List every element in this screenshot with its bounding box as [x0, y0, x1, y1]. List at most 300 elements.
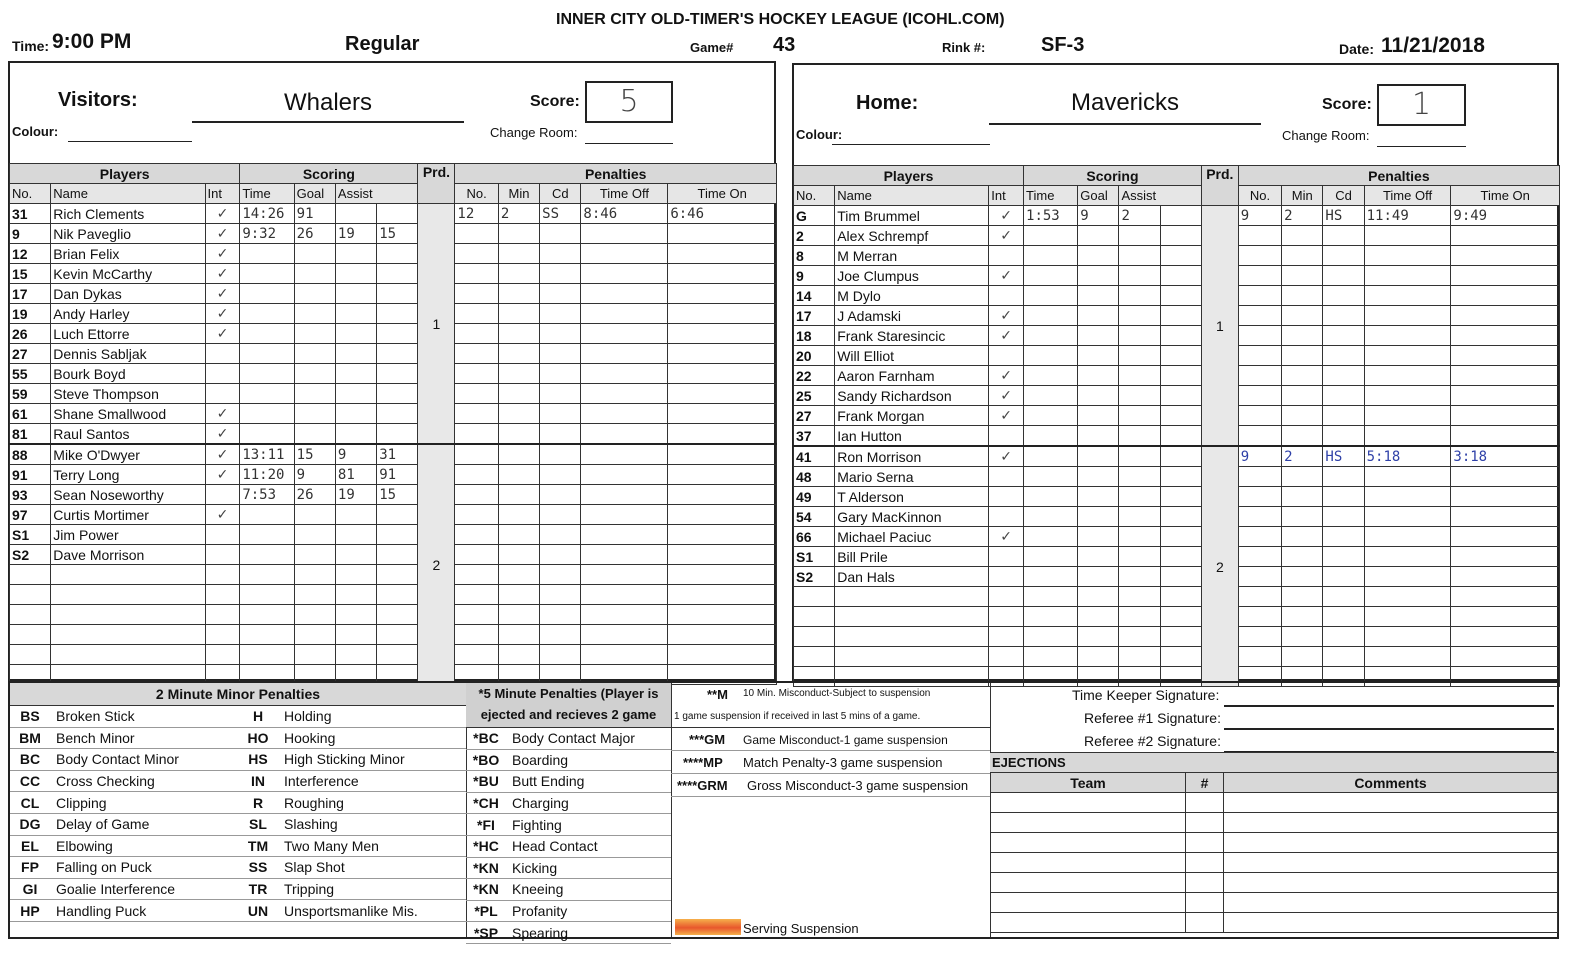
home-goal-time[interactable] [1024, 547, 1078, 567]
home-goal-time[interactable] [1024, 306, 1078, 326]
ejection-comments[interactable] [1224, 893, 1558, 913]
home-int-check[interactable] [989, 246, 1024, 266]
visitors-assist-2[interactable]: 15 [377, 224, 418, 244]
home-int-check[interactable]: ✓ [989, 366, 1024, 386]
visitors-penalty-time-off[interactable] [581, 264, 668, 284]
home-goal-scorer[interactable] [1078, 426, 1119, 447]
visitors-goal-scorer[interactable]: 26 [294, 485, 335, 505]
visitors-assist-1[interactable] [335, 565, 376, 585]
home-penalty-minutes[interactable] [1282, 326, 1323, 346]
home-penalty-player[interactable] [1238, 547, 1281, 567]
home-penalty-code[interactable] [1323, 386, 1364, 406]
visitors-player-number[interactable]: 91 [10, 465, 51, 485]
home-player-number[interactable] [794, 607, 835, 627]
home-player-number[interactable]: 2 [794, 226, 835, 246]
visitors-penalty-minutes[interactable] [498, 545, 539, 565]
home-penalty-time-on[interactable] [1451, 306, 1560, 326]
visitors-colour-line[interactable] [68, 141, 192, 142]
visitors-penalty-minutes[interactable] [498, 444, 539, 465]
visitors-int-check[interactable] [205, 344, 240, 364]
ejection-team[interactable] [991, 813, 1186, 833]
visitors-goal-time[interactable] [240, 645, 294, 665]
home-penalty-time-on[interactable] [1451, 286, 1560, 306]
visitors-penalty-minutes[interactable] [498, 284, 539, 304]
home-goal-time[interactable] [1024, 326, 1078, 346]
home-goal-time[interactable] [1024, 266, 1078, 286]
visitors-penalty-time-on[interactable] [668, 545, 777, 565]
home-int-check[interactable] [989, 426, 1024, 447]
visitors-goal-time[interactable] [240, 585, 294, 605]
visitors-assist-1[interactable] [335, 264, 376, 284]
visitors-penalty-time-on[interactable] [668, 485, 777, 505]
visitors-penalty-minutes[interactable] [498, 304, 539, 324]
visitors-player-name[interactable]: Dan Dykas [51, 284, 205, 304]
home-penalty-code[interactable] [1323, 266, 1364, 286]
visitors-assist-2[interactable]: 31 [377, 444, 418, 465]
home-penalty-code[interactable] [1323, 346, 1364, 366]
visitors-int-check[interactable] [205, 384, 240, 404]
home-goal-time[interactable] [1024, 346, 1078, 366]
visitors-assist-2[interactable] [377, 284, 418, 304]
home-player-name[interactable] [835, 647, 989, 667]
home-player-number[interactable]: 25 [794, 386, 835, 406]
visitors-int-check[interactable]: ✓ [205, 244, 240, 264]
visitors-goal-time[interactable] [240, 605, 294, 625]
visitors-goal-scorer[interactable] [294, 284, 335, 304]
visitors-int-check[interactable]: ✓ [205, 204, 240, 224]
home-goal-scorer[interactable] [1078, 306, 1119, 326]
visitors-penalty-code[interactable] [540, 244, 581, 264]
visitors-goal-time[interactable] [240, 284, 294, 304]
visitors-goal-scorer[interactable] [294, 344, 335, 364]
timekeeper-signature-line[interactable] [1224, 705, 1554, 707]
visitors-int-check[interactable] [205, 605, 240, 625]
visitors-penalty-minutes[interactable] [498, 585, 539, 605]
home-change-room-line[interactable] [1377, 146, 1466, 147]
home-int-check[interactable] [989, 487, 1024, 507]
home-goal-scorer[interactable] [1078, 507, 1119, 527]
visitors-assist-2[interactable] [377, 364, 418, 384]
visitors-int-check[interactable]: ✓ [205, 284, 240, 304]
visitors-penalty-minutes[interactable] [498, 404, 539, 424]
home-int-check[interactable] [989, 467, 1024, 487]
visitors-player-number[interactable]: 31 [10, 204, 51, 224]
visitors-penalty-minutes[interactable] [498, 344, 539, 364]
home-penalty-player[interactable] [1238, 306, 1281, 326]
visitors-goal-scorer[interactable] [294, 424, 335, 445]
home-penalty-player[interactable] [1238, 607, 1281, 627]
home-goal-time[interactable] [1024, 647, 1078, 667]
visitors-goal-time[interactable] [240, 304, 294, 324]
visitors-goal-scorer[interactable] [294, 565, 335, 585]
home-penalty-time-on[interactable] [1451, 607, 1560, 627]
visitors-penalty-player[interactable] [455, 384, 498, 404]
visitors-penalty-time-off[interactable] [581, 344, 668, 364]
visitors-assist-1[interactable] [335, 204, 376, 224]
visitors-assist-1[interactable] [335, 364, 376, 384]
visitors-goal-time[interactable] [240, 565, 294, 585]
home-goal-scorer[interactable] [1078, 587, 1119, 607]
visitors-goal-scorer[interactable]: 15 [294, 444, 335, 465]
home-goal-scorer[interactable] [1078, 446, 1119, 467]
home-goal-time[interactable] [1024, 366, 1078, 386]
home-goal-time[interactable] [1024, 286, 1078, 306]
visitors-penalty-time-on[interactable] [668, 465, 777, 485]
home-player-number[interactable]: 9 [794, 266, 835, 286]
home-player-name[interactable]: Frank Morgan [835, 406, 989, 426]
visitors-assist-1[interactable]: 9 [335, 444, 376, 465]
visitors-goal-time[interactable]: 7:53 [240, 485, 294, 505]
home-score[interactable]: 1 [1377, 84, 1466, 126]
visitors-assist-2[interactable]: 15 [377, 485, 418, 505]
home-penalty-code[interactable] [1323, 627, 1364, 647]
visitors-penalty-time-off[interactable] [581, 224, 668, 244]
visitors-penalty-player[interactable] [455, 324, 498, 344]
visitors-penalty-code[interactable] [540, 485, 581, 505]
visitors-goal-time[interactable] [240, 545, 294, 565]
home-goal-time[interactable] [1024, 467, 1078, 487]
visitors-penalty-time-on[interactable] [668, 625, 777, 645]
visitors-player-name[interactable] [51, 585, 205, 605]
visitors-assist-1[interactable] [335, 545, 376, 565]
visitors-penalty-player[interactable] [455, 485, 498, 505]
home-player-name[interactable]: Joe Clumpus [835, 266, 989, 286]
home-assist-2[interactable] [1160, 627, 1201, 647]
home-penalty-code[interactable]: HS [1323, 446, 1364, 467]
visitors-player-name[interactable]: Dave Morrison [51, 545, 205, 565]
home-penalty-time-off[interactable] [1364, 527, 1451, 547]
visitors-goal-time[interactable] [240, 324, 294, 344]
home-assist-2[interactable] [1160, 426, 1201, 447]
home-assist-2[interactable] [1160, 647, 1201, 667]
visitors-penalty-time-off[interactable] [581, 324, 668, 344]
visitors-penalty-player[interactable] [455, 364, 498, 384]
visitors-player-number[interactable]: S2 [10, 545, 51, 565]
visitors-assist-2[interactable] [377, 625, 418, 645]
visitors-int-check[interactable] [205, 565, 240, 585]
home-player-number[interactable]: 41 [794, 446, 835, 467]
home-assist-1[interactable] [1119, 386, 1160, 406]
visitors-penalty-minutes[interactable] [498, 224, 539, 244]
home-goal-scorer[interactable] [1078, 527, 1119, 547]
home-assist-2[interactable] [1160, 326, 1201, 346]
home-assist-1[interactable] [1119, 507, 1160, 527]
home-penalty-code[interactable] [1323, 587, 1364, 607]
visitors-penalty-time-off[interactable] [581, 625, 668, 645]
home-player-number[interactable]: G [794, 206, 835, 226]
home-penalty-minutes[interactable] [1282, 527, 1323, 547]
home-penalty-code[interactable] [1323, 567, 1364, 587]
ejection-number[interactable] [1186, 833, 1224, 853]
home-int-check[interactable]: ✓ [989, 527, 1024, 547]
visitors-goal-time[interactable] [240, 384, 294, 404]
home-penalty-code[interactable] [1323, 286, 1364, 306]
home-penalty-player[interactable] [1238, 567, 1281, 587]
home-penalty-minutes[interactable] [1282, 487, 1323, 507]
home-goal-scorer[interactable] [1078, 326, 1119, 346]
home-penalty-time-off[interactable] [1364, 467, 1451, 487]
visitors-assist-2[interactable] [377, 605, 418, 625]
home-penalty-time-on[interactable] [1451, 346, 1560, 366]
home-assist-1[interactable] [1119, 326, 1160, 346]
home-goal-scorer[interactable] [1078, 607, 1119, 627]
home-penalty-time-off[interactable] [1364, 567, 1451, 587]
visitors-penalty-player[interactable] [455, 424, 498, 445]
home-goal-scorer[interactable] [1078, 647, 1119, 667]
visitors-penalty-time-on[interactable]: 6:46 [668, 204, 777, 224]
home-penalty-player[interactable]: 9 [1238, 206, 1281, 226]
visitors-penalty-minutes[interactable] [498, 384, 539, 404]
home-penalty-minutes[interactable] [1282, 246, 1323, 266]
visitors-player-number[interactable] [10, 645, 51, 665]
home-penalty-player[interactable] [1238, 346, 1281, 366]
home-goal-time[interactable] [1024, 627, 1078, 647]
home-penalty-time-off[interactable]: 5:18 [1364, 446, 1451, 467]
home-penalty-time-off[interactable] [1364, 326, 1451, 346]
home-assist-1[interactable] [1119, 547, 1160, 567]
home-assist-1[interactable] [1119, 587, 1160, 607]
visitors-player-number[interactable] [10, 585, 51, 605]
home-penalty-time-off[interactable] [1364, 406, 1451, 426]
visitors-player-name[interactable]: Kevin McCarthy [51, 264, 205, 284]
visitors-player-number[interactable]: 88 [10, 444, 51, 465]
home-penalty-time-on[interactable] [1451, 627, 1560, 647]
visitors-goal-scorer[interactable]: 26 [294, 224, 335, 244]
visitors-goal-scorer[interactable] [294, 324, 335, 344]
ejection-comments[interactable] [1224, 913, 1558, 933]
visitors-assist-1[interactable] [335, 585, 376, 605]
visitors-goal-scorer[interactable] [294, 264, 335, 284]
visitors-penalty-time-on[interactable] [668, 364, 777, 384]
visitors-assist-2[interactable] [377, 645, 418, 665]
home-penalty-minutes[interactable] [1282, 346, 1323, 366]
visitors-penalty-player[interactable] [455, 605, 498, 625]
home-penalty-time-off[interactable] [1364, 547, 1451, 567]
home-penalty-code[interactable] [1323, 527, 1364, 547]
visitors-player-name[interactable]: Andy Harley [51, 304, 205, 324]
visitors-penalty-code[interactable] [540, 384, 581, 404]
ejection-comments[interactable] [1224, 833, 1558, 853]
home-penalty-player[interactable] [1238, 647, 1281, 667]
visitors-assist-1[interactable] [335, 304, 376, 324]
visitors-goal-scorer[interactable] [294, 304, 335, 324]
home-penalty-time-on[interactable] [1451, 527, 1560, 547]
visitors-int-check[interactable] [205, 364, 240, 384]
visitors-penalty-minutes[interactable] [498, 565, 539, 585]
home-penalty-minutes[interactable] [1282, 567, 1323, 587]
visitors-player-name[interactable]: Jim Power [51, 525, 205, 545]
home-player-number[interactable]: 54 [794, 507, 835, 527]
home-int-check[interactable] [989, 607, 1024, 627]
visitors-penalty-code[interactable] [540, 264, 581, 284]
visitors-penalty-time-off[interactable] [581, 485, 668, 505]
home-player-number[interactable]: 48 [794, 467, 835, 487]
home-penalty-time-on[interactable] [1451, 467, 1560, 487]
visitors-player-number[interactable] [10, 565, 51, 585]
home-penalty-minutes[interactable] [1282, 627, 1323, 647]
home-goal-scorer[interactable] [1078, 487, 1119, 507]
home-penalty-time-on[interactable]: 9:49 [1451, 206, 1560, 226]
home-penalty-time-on[interactable] [1451, 426, 1560, 447]
home-penalty-minutes[interactable] [1282, 306, 1323, 326]
visitors-penalty-time-off[interactable] [581, 605, 668, 625]
home-int-check[interactable] [989, 507, 1024, 527]
home-penalty-time-off[interactable] [1364, 627, 1451, 647]
home-penalty-minutes[interactable] [1282, 286, 1323, 306]
visitors-player-number[interactable]: 17 [10, 284, 51, 304]
visitors-player-number[interactable]: 15 [10, 264, 51, 284]
home-player-number[interactable] [794, 627, 835, 647]
visitors-player-number[interactable]: 9 [10, 224, 51, 244]
home-penalty-time-off[interactable] [1364, 286, 1451, 306]
visitors-goal-scorer[interactable] [294, 384, 335, 404]
home-penalty-minutes[interactable] [1282, 366, 1323, 386]
visitors-penalty-player[interactable] [455, 625, 498, 645]
home-penalty-time-on[interactable] [1451, 406, 1560, 426]
home-team-name[interactable]: Mavericks [989, 89, 1261, 125]
home-player-name[interactable] [835, 627, 989, 647]
home-penalty-player[interactable]: 9 [1238, 446, 1281, 467]
visitors-goal-scorer[interactable] [294, 525, 335, 545]
home-penalty-time-on[interactable] [1451, 507, 1560, 527]
visitors-penalty-player[interactable] [455, 284, 498, 304]
home-goal-time[interactable] [1024, 406, 1078, 426]
visitors-player-name[interactable]: Terry Long [51, 465, 205, 485]
visitors-penalty-time-on[interactable] [668, 605, 777, 625]
visitors-goal-time[interactable] [240, 424, 294, 445]
home-goal-scorer[interactable] [1078, 246, 1119, 266]
visitors-int-check[interactable]: ✓ [205, 505, 240, 525]
visitors-penalty-code[interactable] [540, 444, 581, 465]
visitors-penalty-code[interactable] [540, 585, 581, 605]
home-goal-scorer[interactable] [1078, 467, 1119, 487]
visitors-goal-time[interactable] [240, 525, 294, 545]
visitors-penalty-time-on[interactable] [668, 284, 777, 304]
visitors-int-check[interactable]: ✓ [205, 264, 240, 284]
home-int-check[interactable] [989, 286, 1024, 306]
home-penalty-time-off[interactable] [1364, 386, 1451, 406]
home-goal-scorer[interactable] [1078, 266, 1119, 286]
home-assist-2[interactable] [1160, 527, 1201, 547]
home-player-name[interactable]: Frank Staresincic [835, 326, 989, 346]
visitors-assist-1[interactable] [335, 344, 376, 364]
visitors-penalty-time-off[interactable] [581, 505, 668, 525]
visitors-goal-time[interactable]: 14:26 [240, 204, 294, 224]
visitors-penalty-code[interactable] [540, 284, 581, 304]
home-penalty-time-on[interactable] [1451, 567, 1560, 587]
home-penalty-time-on[interactable]: 3:18 [1451, 446, 1560, 467]
visitors-int-check[interactable]: ✓ [205, 324, 240, 344]
visitors-assist-1[interactable] [335, 384, 376, 404]
home-penalty-minutes[interactable] [1282, 587, 1323, 607]
visitors-player-number[interactable]: 59 [10, 384, 51, 404]
visitors-penalty-time-on[interactable] [668, 645, 777, 665]
visitors-penalty-time-off[interactable] [581, 465, 668, 485]
home-player-name[interactable]: Aaron Farnham [835, 366, 989, 386]
home-assist-1[interactable] [1119, 487, 1160, 507]
visitors-player-name[interactable]: Curtis Mortimer [51, 505, 205, 525]
visitors-goal-scorer[interactable] [294, 585, 335, 605]
home-goal-scorer[interactable] [1078, 627, 1119, 647]
visitors-score[interactable]: 5 [585, 81, 673, 123]
home-assist-2[interactable] [1160, 507, 1201, 527]
visitors-int-check[interactable]: ✓ [205, 404, 240, 424]
home-penalty-time-off[interactable] [1364, 366, 1451, 386]
home-player-number[interactable]: 8 [794, 246, 835, 266]
visitors-player-number[interactable]: 97 [10, 505, 51, 525]
referee1-signature-line[interactable] [1224, 728, 1554, 730]
visitors-player-number[interactable]: 55 [10, 364, 51, 384]
visitors-goal-time[interactable] [240, 364, 294, 384]
home-goal-time[interactable] [1024, 527, 1078, 547]
home-penalty-player[interactable] [1238, 507, 1281, 527]
home-penalty-player[interactable] [1238, 326, 1281, 346]
home-player-number[interactable]: 66 [794, 527, 835, 547]
visitors-penalty-player[interactable] [455, 585, 498, 605]
home-penalty-time-on[interactable] [1451, 366, 1560, 386]
home-player-name[interactable]: Dan Hals [835, 567, 989, 587]
visitors-goal-scorer[interactable] [294, 244, 335, 264]
home-player-name[interactable]: J Adamski [835, 306, 989, 326]
home-penalty-minutes[interactable] [1282, 266, 1323, 286]
home-assist-1[interactable] [1119, 647, 1160, 667]
home-penalty-code[interactable] [1323, 426, 1364, 447]
visitors-player-number[interactable]: 81 [10, 424, 51, 445]
home-player-number[interactable]: 20 [794, 346, 835, 366]
visitors-player-name[interactable]: Brian Felix [51, 244, 205, 264]
home-penalty-minutes[interactable]: 2 [1282, 206, 1323, 226]
visitors-penalty-code[interactable] [540, 565, 581, 585]
home-assist-2[interactable] [1160, 567, 1201, 587]
visitors-assist-1[interactable]: 19 [335, 485, 376, 505]
visitors-goal-time[interactable] [240, 344, 294, 364]
visitors-player-number[interactable] [10, 625, 51, 645]
home-penalty-player[interactable] [1238, 627, 1281, 647]
home-player-name[interactable]: Will Elliot [835, 346, 989, 366]
home-assist-2[interactable] [1160, 487, 1201, 507]
visitors-goal-time[interactable] [240, 404, 294, 424]
home-penalty-player[interactable] [1238, 286, 1281, 306]
ejection-number[interactable] [1186, 893, 1224, 913]
visitors-goal-scorer[interactable] [294, 364, 335, 384]
home-penalty-code[interactable] [1323, 487, 1364, 507]
visitors-penalty-code[interactable] [540, 605, 581, 625]
home-player-name[interactable]: Alex Schrempf [835, 226, 989, 246]
visitors-penalty-time-off[interactable] [581, 364, 668, 384]
visitors-penalty-code[interactable] [540, 344, 581, 364]
visitors-assist-2[interactable] [377, 565, 418, 585]
visitors-assist-1[interactable] [335, 525, 376, 545]
visitors-player-number[interactable]: S1 [10, 525, 51, 545]
visitors-assist-2[interactable] [377, 324, 418, 344]
visitors-assist-1[interactable]: 81 [335, 465, 376, 485]
visitors-goal-time[interactable]: 9:32 [240, 224, 294, 244]
visitors-int-check[interactable] [205, 525, 240, 545]
visitors-penalty-player[interactable] [455, 264, 498, 284]
visitors-player-number[interactable]: 93 [10, 485, 51, 505]
ejection-comments[interactable] [1224, 873, 1558, 893]
visitors-penalty-time-on[interactable] [668, 324, 777, 344]
visitors-penalty-player[interactable] [455, 505, 498, 525]
visitors-penalty-minutes[interactable] [498, 525, 539, 545]
visitors-assist-2[interactable] [377, 404, 418, 424]
home-penalty-time-on[interactable] [1451, 386, 1560, 406]
home-goal-time[interactable] [1024, 567, 1078, 587]
visitors-int-check[interactable]: ✓ [205, 224, 240, 244]
home-penalty-time-off[interactable] [1364, 607, 1451, 627]
visitors-penalty-time-on[interactable] [668, 344, 777, 364]
visitors-penalty-time-off[interactable] [581, 424, 668, 445]
